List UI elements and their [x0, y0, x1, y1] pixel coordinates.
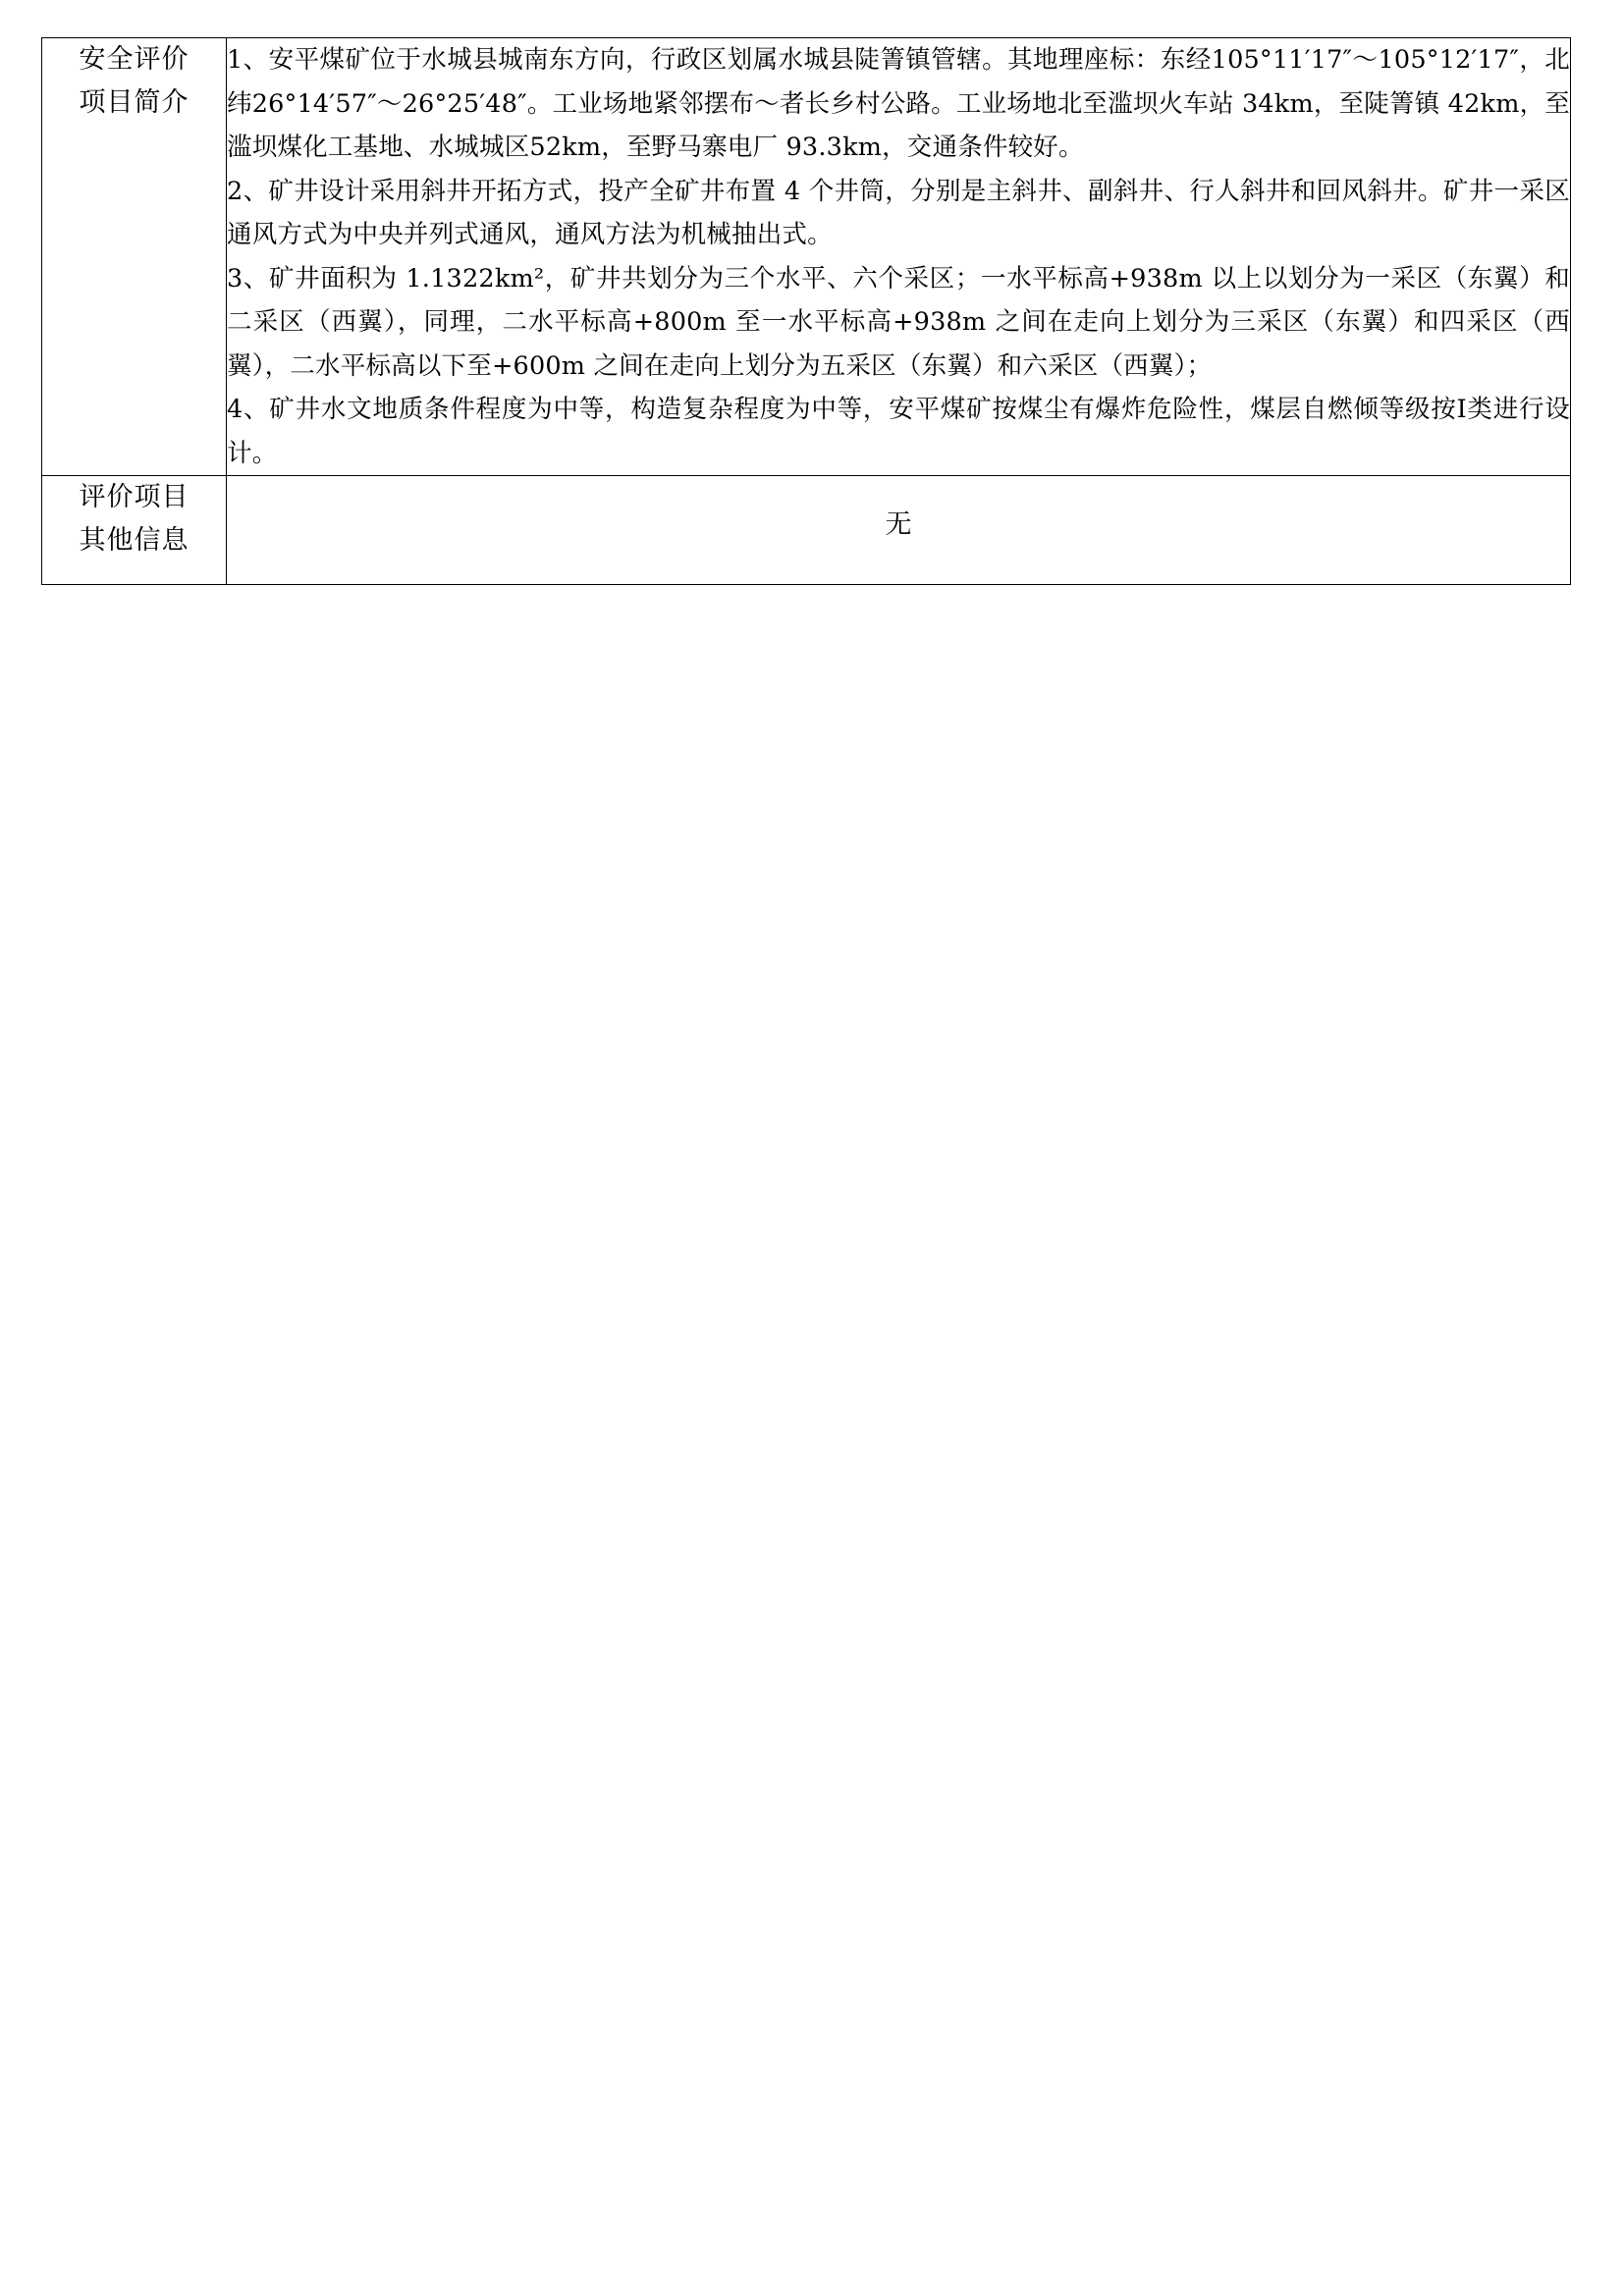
paragraph-4: 4、矿井水文地质条件程度为中等，构造复杂程度为中等，安平煤矿按煤尘有爆炸危险性，煤层自燃倾等级按Ⅰ类进行设计。	[227, 395, 1570, 468]
row-content-other-info	[227, 476, 1571, 585]
other-info-value: 无	[885, 509, 912, 540]
label-line-2: 项目简介	[79, 87, 189, 118]
row-content-safety-assessment-brief	[227, 38, 1571, 476]
project-info-table	[41, 37, 1571, 585]
table-row	[42, 476, 1571, 585]
row-label-other-info	[42, 476, 227, 585]
table-row	[42, 38, 1571, 476]
paragraph-2: 2、矿井设计采用斜井开拓方式，投产全矿井布置 4 个井筒，分别是主斜井、副斜井、行人斜井和回风斜井。矿井一采区通风方式为中央并列式通风，通风方法为机械抽出式。	[227, 176, 1570, 249]
label-line-1: 评价项目	[79, 482, 189, 512]
label-line-2: 其他信息	[79, 525, 189, 556]
row-label-safety-assessment-brief	[42, 38, 227, 476]
paragraph-1: 1、安平煤矿位于水城县城南东方向，行政区划属水城县陡箐镇管辖。其地理座标：东经105°11′17″～105°12′17″，北纬26°14′57″～26°25′48″。工业场地紧邻摆布～者长乡村公路。工业场地北至滥坝火车站 34km，至陡箐镇 42km，至滥坝煤化工基地、水城城区52km，至野马寨电厂 93.3km，交通条件较好。	[227, 45, 1570, 162]
paragraph-3: 3、矿井面积为 1.1322km²，矿井共划分为三个水平、六个采区；一水平标高+938m 以上以划分为一采区（东翼）和二采区（西翼），同理，二水平标高+800m 至一水平标高+938m 之间在走向上划分为三采区（东翼）和四采区（西翼），二水平标高以下至+600m 之间在走向上划分为五采区（东翼）和六采区（西翼）；	[227, 263, 1570, 381]
label-line-1: 安全评价	[79, 44, 189, 75]
